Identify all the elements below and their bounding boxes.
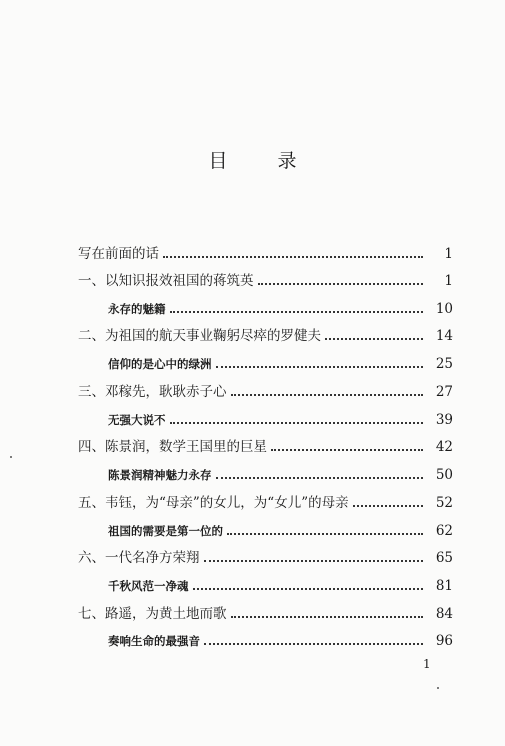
toc-subentry [78,518,453,540]
page-title: 目 录 [208,150,319,172]
toc-entry-title: 七、路遥，为黄土地而歌 [78,606,227,622]
toc-entry [78,490,453,512]
toc-entry [78,434,453,456]
toc-entry-page: 1 [444,273,453,289]
dot-leader [258,282,424,285]
dot-leader [325,337,423,340]
toc-entry-page: 27 [435,384,453,400]
toc-entry [78,601,453,623]
dot-leader [353,504,423,507]
toc-entry-page: 10 [435,301,453,317]
scan-speck [10,456,12,458]
toc-subentry-title: 无强大说不 [108,413,166,427]
toc-entry-title: 一、以知识报效祖国的蒋筑英 [78,273,254,289]
dot-leader [271,448,423,451]
toc-entry-page: 42 [435,439,453,455]
toc-subentry [78,407,453,429]
dot-leader [170,310,424,313]
dot-leader [216,365,424,368]
toc-subentry [78,573,453,595]
page-number: 1 [423,657,431,671]
toc-entry-title: 四、陈景润，数学王国里的巨星 [78,439,267,455]
toc-entry-page: 81 [435,578,453,594]
toc-subentry-title: 信仰的是心中的绿洲 [108,357,212,371]
toc-entry-page: 52 [435,495,453,511]
dot-leader [204,559,424,562]
toc-entry-title: 二、为祖国的航天事业鞠躬尽瘁的罗健夫 [78,328,321,344]
toc-entry [78,323,453,345]
toc-subentry-title: 奏响生命的最强音 [108,634,200,648]
toc-entry-page: 84 [435,606,453,622]
dot-leader [163,255,423,258]
dot-leader [227,532,423,535]
toc-entry-page: 62 [435,523,453,539]
toc-entry [78,241,453,263]
dot-leader [216,476,424,479]
toc-entry-page: 1 [444,246,453,262]
toc-subentry [78,351,453,373]
toc-entry-title: 三、邓稼先，耿耿赤子心 [78,384,227,400]
toc-subentry-title: 祖国的需要是第一位的 [108,524,223,538]
toc-entry-page: 39 [435,412,453,428]
dot-leader [170,421,424,424]
dot-leader [231,615,424,618]
toc-entry-page: 96 [435,633,453,649]
toc-subentry [78,296,453,318]
dot-leader [231,393,424,396]
toc-entry-page: 25 [435,356,453,372]
toc-subentry-title: 陈景润精神魅力永存 [108,468,212,482]
toc-subentry [78,628,453,650]
toc-entry-title: 写在前面的话 [78,246,159,262]
toc-entry-title: 五、韦钰，为“母亲”的女儿，为“女儿”的母亲 [78,495,349,511]
toc-subentry [78,462,453,484]
toc-subentry-title: 永存的魅籍 [108,302,166,316]
toc-subentry-title: 千秋风范一净魂 [108,579,189,593]
toc-entry-page: 14 [435,328,453,344]
scan-speck [437,687,439,689]
toc-entry-title: 六、一代名净方荣翔 [78,550,200,566]
dot-leader [193,587,424,590]
toc-entry-page: 65 [435,550,453,566]
dot-leader [204,642,423,645]
toc-entry [78,545,453,567]
toc-entry-page: 50 [435,467,453,483]
toc-entry [78,379,453,401]
toc-entry [78,268,453,290]
